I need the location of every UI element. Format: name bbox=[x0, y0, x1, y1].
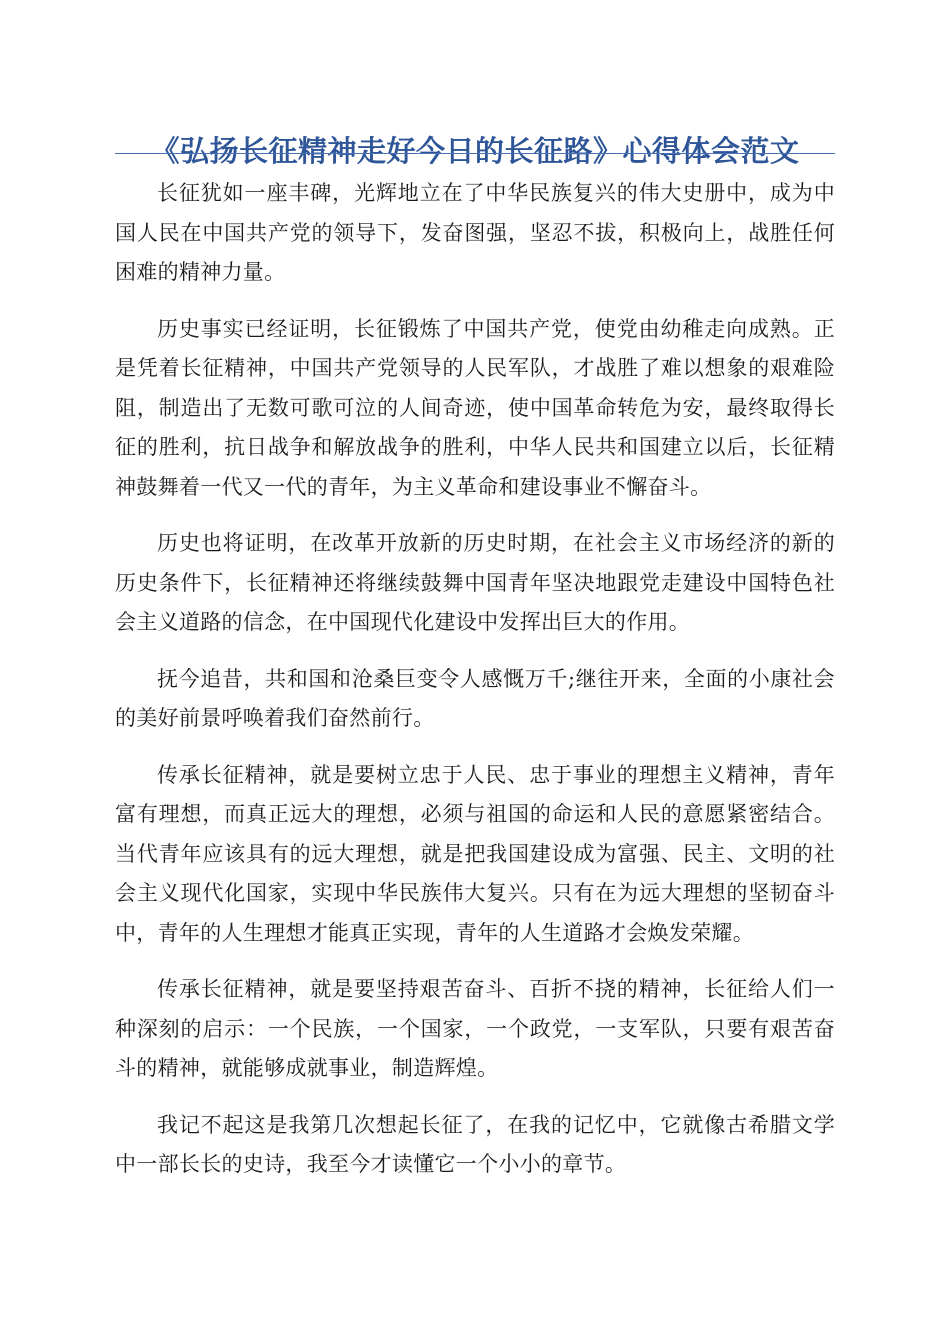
paragraph: 抚今追昔，共和国和沧桑巨变令人感慨万千;继往开来，全面的小康社会的美好前景呼唤着我们奋然前行。 bbox=[115, 666, 835, 730]
title-underline bbox=[115, 153, 835, 154]
document-body bbox=[115, 174, 835, 1202]
paragraph: 我记不起这是我第几次想起长征了，在我的记忆中，它就像古希腊文学中一部长长的史诗，我至今才读懂它一个小小的章节。 bbox=[115, 1112, 835, 1176]
paragraph: 传承长征精神，就是要坚持艰苦奋斗、百折不挠的精神，长征给人们一种深刻的启示：一个民族，一个国家，一个政党，一支军队，只要有艰苦奋斗的精神，就能够成就事业，制造辉煌。 bbox=[115, 977, 835, 1080]
document-title: 《弘扬长征精神走好今日的长征路》心得体会范文 bbox=[150, 134, 800, 169]
paragraph: 历史事实已经证明，长征锻炼了中国共产党，使党由幼稚走向成熟。正是凭着长征精神，中国共产党领导的人民军队，才战胜了难以想象的艰难险阻，制造出了无数可歌可泣的人间奇迹，使中国革命转危为安，最终取得长征的胜利，抗日战争和解放战争的胜利，中华人民共和国建立以后，长征精神鼓舞着一代又一代的青年，为主义革命和建设事业不懈奋斗。 bbox=[115, 316, 835, 499]
paragraph: 历史也将证明，在改革开放新的历史时期，在社会主义市场经济的新的历史条件下，长征精神还将继续鼓舞中国青年坚决地跟党走建设中国特色社会主义道路的信念，在中国现代化建设中发挥出巨大的作用。 bbox=[115, 531, 835, 634]
paragraph: 传承长征精神，就是要树立忠于人民、忠于事业的理想主义精神，青年富有理想，而真正远大的理想，必须与祖国的命运和人民的意愿紧密结合。当代青年应该具有的远大理想，就是把我国建设成为富强、民主、文明的社会主义现代化国家，实现中华民族伟大复兴。只有在为远大理想的坚韧奋斗中，青年的人生理想才能真正实现，青年的人生道路才会焕发荣耀。 bbox=[115, 762, 835, 945]
paragraph: 长征犹如一座丰碑，光辉地立在了中华民族复兴的伟大史册中，成为中国人民在中国共产党的领导下，发奋图强，坚忍不拔，积极向上，战胜任何困难的精神力量。 bbox=[115, 181, 835, 284]
